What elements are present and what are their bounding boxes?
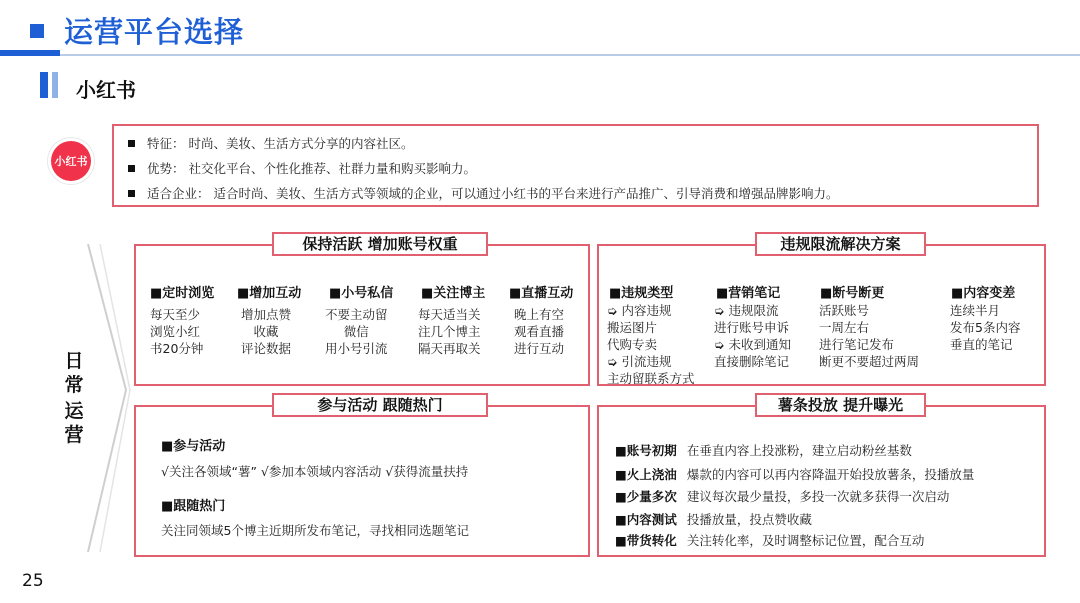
promo-row: ■火上浇油 爆款的内容可以再内容降温开始投放薯条，投播放量	[615, 467, 975, 482]
side-label-char: 常	[64, 374, 84, 396]
promo-row: ■内容测试 投播放量，投点赞收藏	[615, 512, 812, 527]
subtitle-bar-light	[52, 72, 58, 98]
column-text: ➭ 内容违规 搬运图片 代购专卖 ➭ 引流违规 主动留联系方式	[607, 303, 695, 386]
intro-text: 特征： 时尚、美妆、生活方式分享的内容社区。	[147, 136, 414, 151]
bullet-icon	[128, 165, 135, 172]
column-heading: ■关注博主	[421, 286, 486, 301]
intro-line	[128, 134, 413, 152]
section-heading: ■跟随热门	[161, 499, 226, 514]
section-heading: ■参与活动	[161, 439, 226, 454]
promo-row: ■带货转化 关注转化率，及时调整标记位置，配合互动	[615, 533, 925, 548]
panel-title: 薯条投放 提升曝光	[755, 393, 926, 417]
column-text: 每天至少 浏览小红 书20分钟	[150, 307, 204, 356]
column-heading: ■增加互动	[237, 286, 302, 301]
column-heading: ■营销笔记	[716, 286, 781, 301]
column-text: 活跃账号 一周左右 进行笔记发布 断更不要超过两周	[819, 303, 920, 369]
side-label-char: 日	[64, 350, 84, 372]
page-number: 25	[22, 571, 44, 591]
promo-row: ■账号初期 在垂直内容上投涨粉，建立启动粉丝基数	[615, 443, 912, 458]
bullet-icon	[128, 190, 135, 197]
column-heading: ■小号私信	[329, 286, 394, 301]
intro-text: 适合企业： 适合时尚、美妆、生活方式等领域的企业，可以通过小红书的平台来进行产品推广、引导消费和增强品牌影响力。	[147, 186, 839, 201]
column-heading: ■内容变差	[951, 286, 1016, 301]
title-divider	[0, 54, 1080, 56]
intro-line	[128, 184, 838, 202]
column-heading: ■断号断更	[820, 286, 885, 301]
side-label-char: 运	[64, 400, 84, 422]
title-square-icon	[30, 24, 44, 38]
intro-text: 优势： 社交化平台、个性化推荐、社群力量和购买影响力。	[147, 161, 476, 176]
column-text: 晚上有空 观看直播 进行互动	[514, 307, 565, 356]
panel-title: 参与活动 跟随热门	[272, 393, 488, 417]
side-label-char: 营	[64, 424, 84, 446]
subtitle-bar	[40, 72, 48, 98]
column-heading: ■定时浏览	[150, 286, 215, 301]
column-text: 增加点赞 收藏 评论数据	[241, 307, 292, 356]
panel-title: 违规限流解决方案	[755, 232, 926, 256]
column-heading: ■直播互动	[509, 286, 574, 301]
column-text: 每天适当关 注几个博主 隔天再取关	[418, 307, 481, 356]
column-heading: ■违规类型	[609, 286, 674, 301]
panel-title: 保持活跃 增加账号权重	[272, 232, 488, 256]
section-text: √关注各领域“薯” √参加本领域内容活动 √获得流量扶持	[161, 464, 469, 479]
section-subtitle: 小红书	[76, 78, 136, 102]
xiaohongshu-logo-icon: 小红书	[51, 141, 91, 181]
section-text: 关注同领域5个博主近期所发布笔记，寻找相同选题笔记	[161, 523, 469, 538]
column-text: 不要主动留 微信 用小号引流	[325, 307, 388, 356]
intro-line	[128, 159, 476, 177]
page-title: 运营平台选择	[64, 15, 245, 49]
chevron-right-icon	[86, 240, 132, 560]
promo-row: ■少量多次 建议每次最少量投，多投一次就多获得一次启动	[615, 489, 950, 504]
title-divider-accent	[0, 50, 60, 56]
bullet-icon	[128, 140, 135, 147]
column-text: 连续半月 发布5条内容 垂直的笔记	[950, 303, 1021, 352]
column-text: ➭ 违规限流 进行账号申诉 ➭ 未收到通知 直接删除笔记	[714, 303, 791, 369]
